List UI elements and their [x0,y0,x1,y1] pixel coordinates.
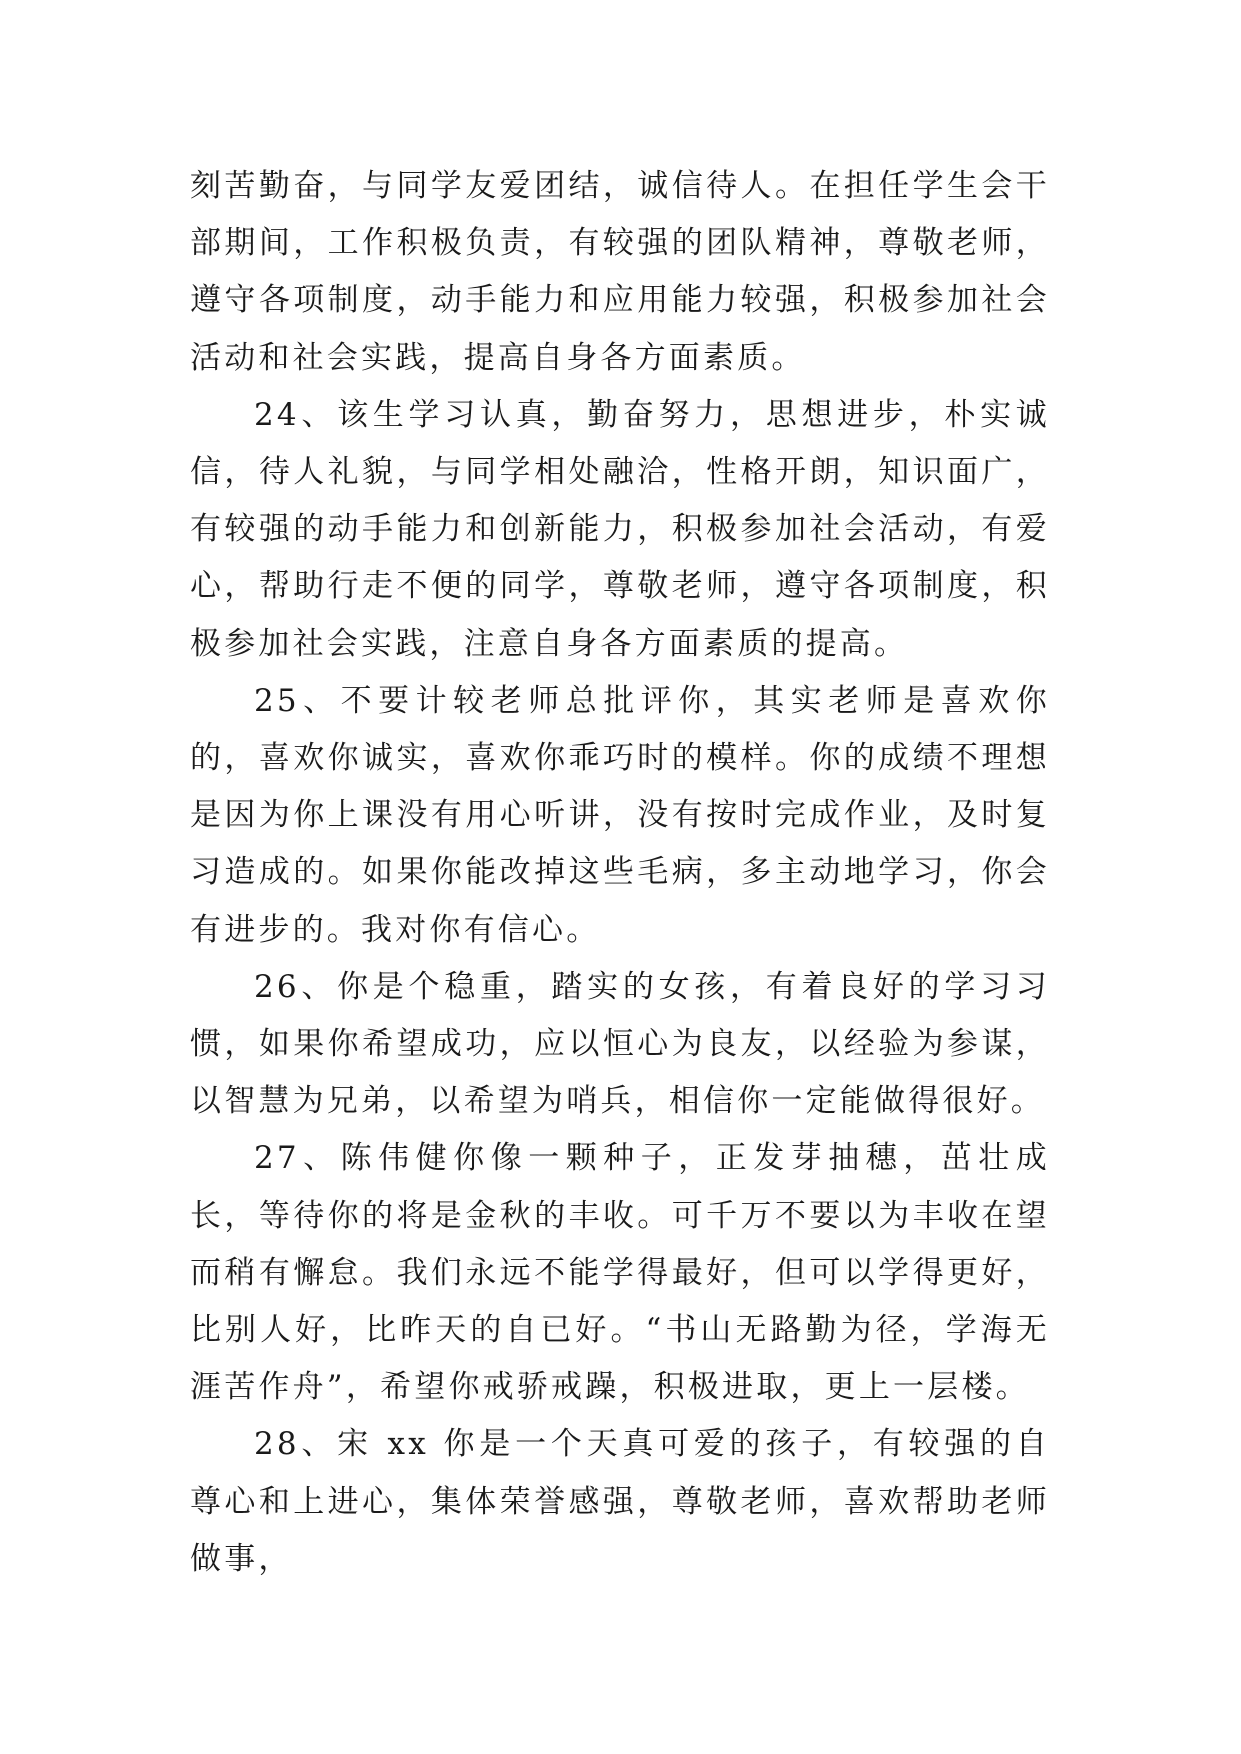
paragraph-25: 25、不要计较老师总批评你，其实老师是喜欢你的，喜欢你诚实，喜欢你乖巧时的模样。你的成绩不理想是因为你上课没有用心听讲，没有按时完成作业，及时复习造成的。如果你能改掉这些毛病，多主动地学习，你会有进步的。我对你有信心。 [190,682,1050,948]
document-body [190,158,1050,1588]
paragraph-27: 27、陈伟健你像一颗种子，正发芽抽穗，茁壮成长，等待你的将是金秋的丰收。可千万不要以为丰收在望而稍有懈怠。我们永远不能学得最好，但可以学得更好，比别人好，比昨天的自已好。“书山无路勤为径，学海无涯苦作舟”，希望你戒骄戒躁，积极进取，更上一层楼。 [190,1140,1050,1406]
paragraph-24: 24、该生学习认真，勤奋努力，思想进步，朴实诚信，待人礼貌，与同学相处融洽，性格开朗，知识面广，有较强的动手能力和创新能力，积极参加社会活动，有爱心，帮助行走不便的同学，尊敬老师，遵守各项制度，积极参加社会实践，注意自身各方面素质的提高。 [190,396,1050,662]
paragraph-continued: 刻苦勤奋，与同学友爱团结，诚信待人。在担任学生会干部期间，工作积极负责，有较强的团队精神，尊敬老师，遵守各项制度，动手能力和应用能力较强，积极参加社会活动和社会实践，提高自身各方面素质。 [190,168,1050,376]
paragraph-28: 28、宋 xx 你是一个天真可爱的孩子，有较强的自尊心和上进心，集体荣誉感强，尊敬老师，喜欢帮助老师做事， [190,1426,1050,1577]
paragraph-26: 26、你是个稳重，踏实的女孩，有着良好的学习习惯，如果你希望成功，应以恒心为良友，以经验为参谋，以智慧为兄弟，以希望为哨兵，相信你一定能做得很好。 [190,968,1050,1120]
